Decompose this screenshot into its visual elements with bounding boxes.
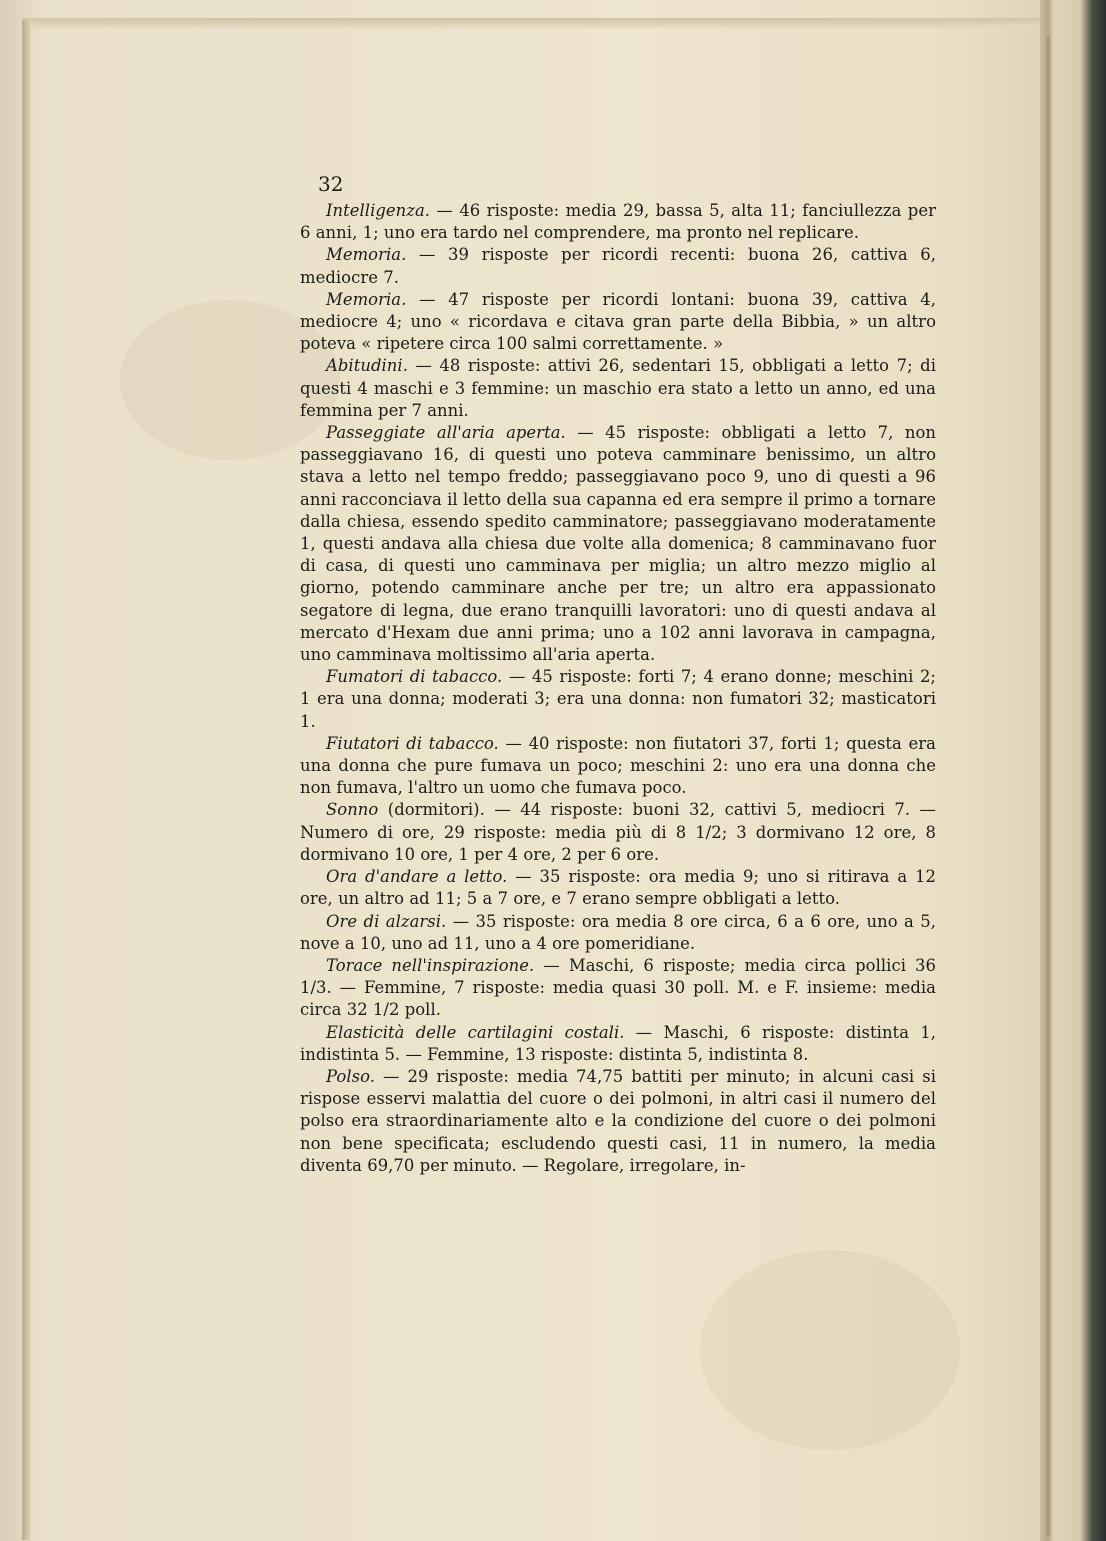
page-top-edge bbox=[22, 18, 1062, 28]
paragraph-heading: Memoria. bbox=[326, 289, 407, 309]
paper-stain bbox=[700, 1250, 960, 1450]
paragraph-heading: Elasticità delle cartilagini costali. bbox=[326, 1022, 625, 1042]
paragraph-text: — Maschi, 6 risposte; media circa pollici 36 1/3. — Femmine, 7 risposte: media quasi 30 poll. M. e F. insieme: media circa 32 1/2 poll. bbox=[300, 955, 937, 1020]
paragraph-text: — 47 risposte per ricordi lontani: buona 39, cattiva 4, mediocre 4; uno « ricordava e citava gran parte della Bibbia, » un altro poteva « ripetere circa 100 salmi correttamente. » bbox=[300, 289, 936, 354]
paragraph-fumatori bbox=[300, 666, 936, 733]
paragraph-heading: Sonno bbox=[326, 800, 379, 820]
paragraph-text: — 35 risposte: ora media 9; uno si ritirava a 12 ore, un altro ad 11; 5 a 7 ore, e 7 erano sempre obbligati a letto. bbox=[300, 867, 937, 909]
paragraph-heading: Ore di alzarsi. bbox=[326, 911, 447, 931]
paragraph-abitudini bbox=[300, 355, 936, 422]
paragraph-heading: Memoria. bbox=[326, 245, 407, 265]
paragraph-passeggiate bbox=[300, 422, 936, 666]
paragraph-text: — 39 risposte per ricordi recenti: buona 26, cattiva 6, mediocre 7. bbox=[300, 245, 936, 287]
paragraph-heading: Fiutatori di tabacco. bbox=[326, 733, 499, 753]
paragraph-torace bbox=[300, 955, 936, 1022]
paragraph-sonno bbox=[300, 799, 936, 866]
paragraph-text: — 45 risposte: obbligati a letto 7, non passeggiavano 16, di questi uno poteva camminare benissimo, un altro stava a letto nel tempo freddo; passeggiavano poco 9, uno di questi a 96 anni racconciava il letto della sua capanna ed era sempre il primo a tornare dalla chiesa, essendo spedito camminatore; passeggiavano moderatamente 1, questi andava alla chiesa due volte alla domenica; 8 camminavano fuor di casa, di questi uno camminava per miglia; un altro mezzo miglio al giorno, potendo camminare anche per tre; un altro era appassionato segatore di legna, due erano tranquilli lavoratori: uno di questi andava al mercato d'Hexam due anni prima; uno a 102 anni lavorava in campagna, uno camminava moltissimo all'aria aperta. bbox=[300, 423, 936, 665]
paragraph-text: — 29 risposte: media 74,75 battiti per minuto; in alcuni casi si rispose esservi malattia del cuore o dei polmoni, in altri casi il numero del polso era straordinariamente alto e la condizione del cuore o dei polmoni non bene specificata; escludendo questi casi, 11 in numero, la media diventa 69,70 per minuto. — Regolare, irregolare, in- bbox=[300, 1066, 936, 1175]
paragraph-text: — 46 risposte: media 29, bassa 5, alta 11; fanciullezza per 6 anni, 1; uno era tardo nel comprendere, ma pronto nel replicare. bbox=[300, 201, 936, 243]
binding-fold-line bbox=[1046, 36, 1050, 1536]
paragraph-elasticita bbox=[300, 1022, 936, 1066]
paragraph-heading: Intelligenza. bbox=[326, 201, 431, 220]
page-number: 32 bbox=[318, 172, 344, 196]
paragraph-text: — Maschi, 6 risposte: distinta 1, indistinta 5. — Femmine, 13 risposte: distinta 5, indistinta 8. bbox=[300, 1022, 937, 1064]
paragraph-ore-alzarsi bbox=[300, 911, 936, 955]
paragraph-intelligenza bbox=[300, 200, 936, 244]
paragraph-text: (dormitori). — 44 risposte: buoni 32, cattivi 5, mediocri 7. — Numero di ore, 29 risposte: media più di 8 1/2; 3 dormivano 12 ore, 8 dormivano 10 ore, 1 per 4 ore, 2 per 6 ore. bbox=[300, 800, 936, 864]
paragraph-heading: Ora d'andare a letto. bbox=[326, 867, 508, 887]
paragraph-heading: Passeggiate all'aria aperta. bbox=[326, 423, 566, 443]
paragraph-polso bbox=[300, 1066, 936, 1177]
body-text bbox=[300, 200, 936, 1177]
paragraph-heading: Abitudini. bbox=[326, 356, 408, 376]
paragraph-text: — 48 risposte: attivi 26, sedentari 15, obbligati a letto 7; di questi 4 maschi e 3 femmine: un maschio era stato a letto un anno, ed una femmina per 7 anni. bbox=[300, 356, 936, 420]
paragraph-heading: Polso. bbox=[326, 1066, 375, 1086]
paragraph-heading: Fumatori di tabacco. bbox=[326, 667, 503, 687]
paragraph-memoria-lontani bbox=[300, 289, 936, 356]
paragraph-heading: Torace nell'inspirazione. bbox=[326, 955, 535, 975]
paragraph-memoria-recenti bbox=[300, 244, 936, 288]
paragraph-text: — 45 risposte: forti 7; 4 erano donne; meschini 2; 1 era una donna; moderati 3; era una donna: non fumatori 32; masticatori 1. bbox=[300, 667, 936, 731]
page-left-edge bbox=[22, 20, 30, 1540]
paragraph-fiutatori bbox=[300, 733, 936, 800]
paragraph-text: — 35 risposte: ora media 8 ore circa, 6 a 6 ore, uno a 5, nove a 10, uno ad 11, uno a 4 ore pomeridiane. bbox=[300, 911, 936, 953]
paragraph-text: — 40 risposte: non fiutatori 37, forti 1; questa era una donna che pure fumava un poco; meschini 2: uno era una donna che non fumava, l'altro un uomo che fumava poco. bbox=[300, 733, 936, 798]
paragraph-ora-letto bbox=[300, 866, 936, 910]
